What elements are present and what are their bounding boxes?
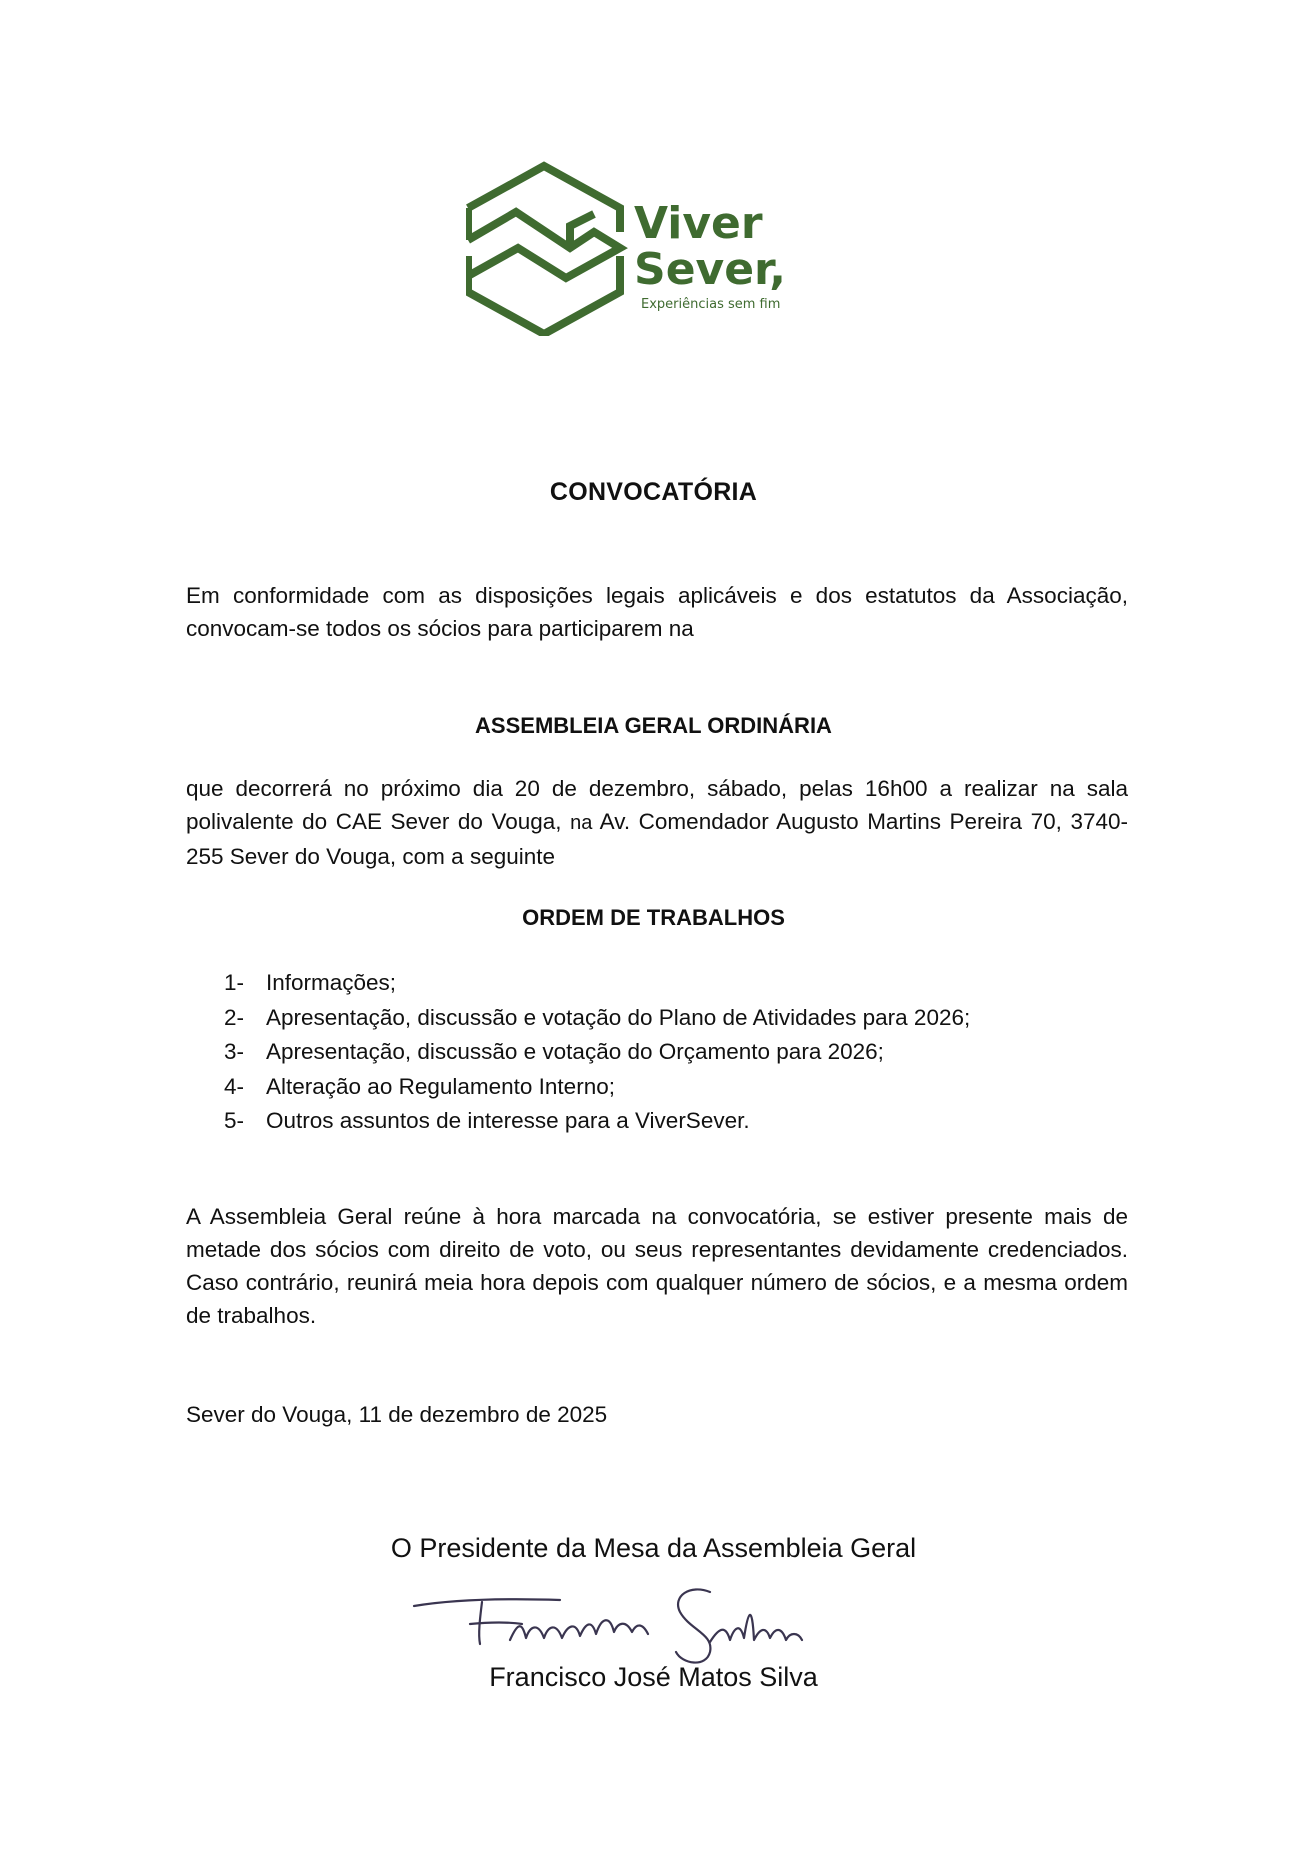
meeting-text-part2: Av. Comendador Augusto Martins Pereira 70, 3740-255 Sever do Vouga, com a seguinte xyxy=(186,809,1128,869)
viver-sever-logo xyxy=(466,156,826,336)
agenda-item-text: Alteração ao Regulamento Interno; xyxy=(266,1073,615,1099)
agenda-item-text: Apresentação, discussão e votação do Orçamento para 2026; xyxy=(266,1039,884,1064)
intro-paragraph xyxy=(186,579,1128,645)
agenda-item xyxy=(224,1104,1124,1139)
meeting-text-part1: que decorrerá no próximo dia 20 de dezembro, sábado, pelas 16h00 a realizar na sala polivalente do CAE Sever do Vouga, xyxy=(186,776,1128,834)
agenda-item-text: Informações; xyxy=(266,970,397,995)
agenda-item xyxy=(224,1035,1124,1070)
signer-title: O Presidente da Mesa da Assembleia Geral xyxy=(390,1533,917,1563)
agenda-heading: ORDEM DE TRABALHOS xyxy=(522,905,785,930)
place-date: Sever do Vouga, 11 de dezembro de 2025 xyxy=(186,1402,608,1427)
intro-text: Em conformidade com as disposições legais aplicáveis e dos estatutos da Associação, convocam-se todos os sócios para participarem na xyxy=(186,583,1128,641)
agenda-item-number: 3- xyxy=(224,1039,245,1064)
agenda-list xyxy=(224,966,1124,1139)
logo-line2: Sever, xyxy=(634,244,787,295)
logo-line1: Viver xyxy=(634,198,763,249)
handwritten-signature xyxy=(410,1582,850,1674)
agenda-item-text: Apresentação, discussão e votação do Plano de Atividades para 2026; xyxy=(266,1004,971,1030)
agenda-item-number: 1- xyxy=(224,970,245,995)
meeting-text-na: na xyxy=(570,812,593,834)
agenda-item-number: 2- xyxy=(224,1004,245,1030)
agenda-item xyxy=(224,966,1124,1001)
logo-tagline: Experiências sem fim xyxy=(641,297,781,312)
assembly-heading: ASSEMBLEIA GERAL ORDINÁRIA xyxy=(475,713,832,738)
agenda-item-number: 4- xyxy=(224,1073,245,1099)
agenda-item xyxy=(224,1070,1124,1105)
document-title: CONVOCATÓRIA xyxy=(549,478,758,506)
agenda-item-text: Outros assuntos de interesse para a ViverSever. xyxy=(266,1108,750,1133)
signer-name: Francisco José Matos Silva xyxy=(489,1662,818,1692)
agenda-item-number: 5- xyxy=(224,1108,245,1133)
agenda-item xyxy=(224,1001,1124,1036)
quorum-paragraph: A Assembleia Geral reúne à hora marcada na convocatória, se estiver presente mais de metade dos sócios com direito de voto, ou seus representantes devidamente credenciados. Caso contrário, reunirá meia hora depois com qualquer número de sócios, e a mesma ordem de trabalhos. xyxy=(186,1204,1128,1328)
meeting-paragraph xyxy=(186,772,1128,873)
